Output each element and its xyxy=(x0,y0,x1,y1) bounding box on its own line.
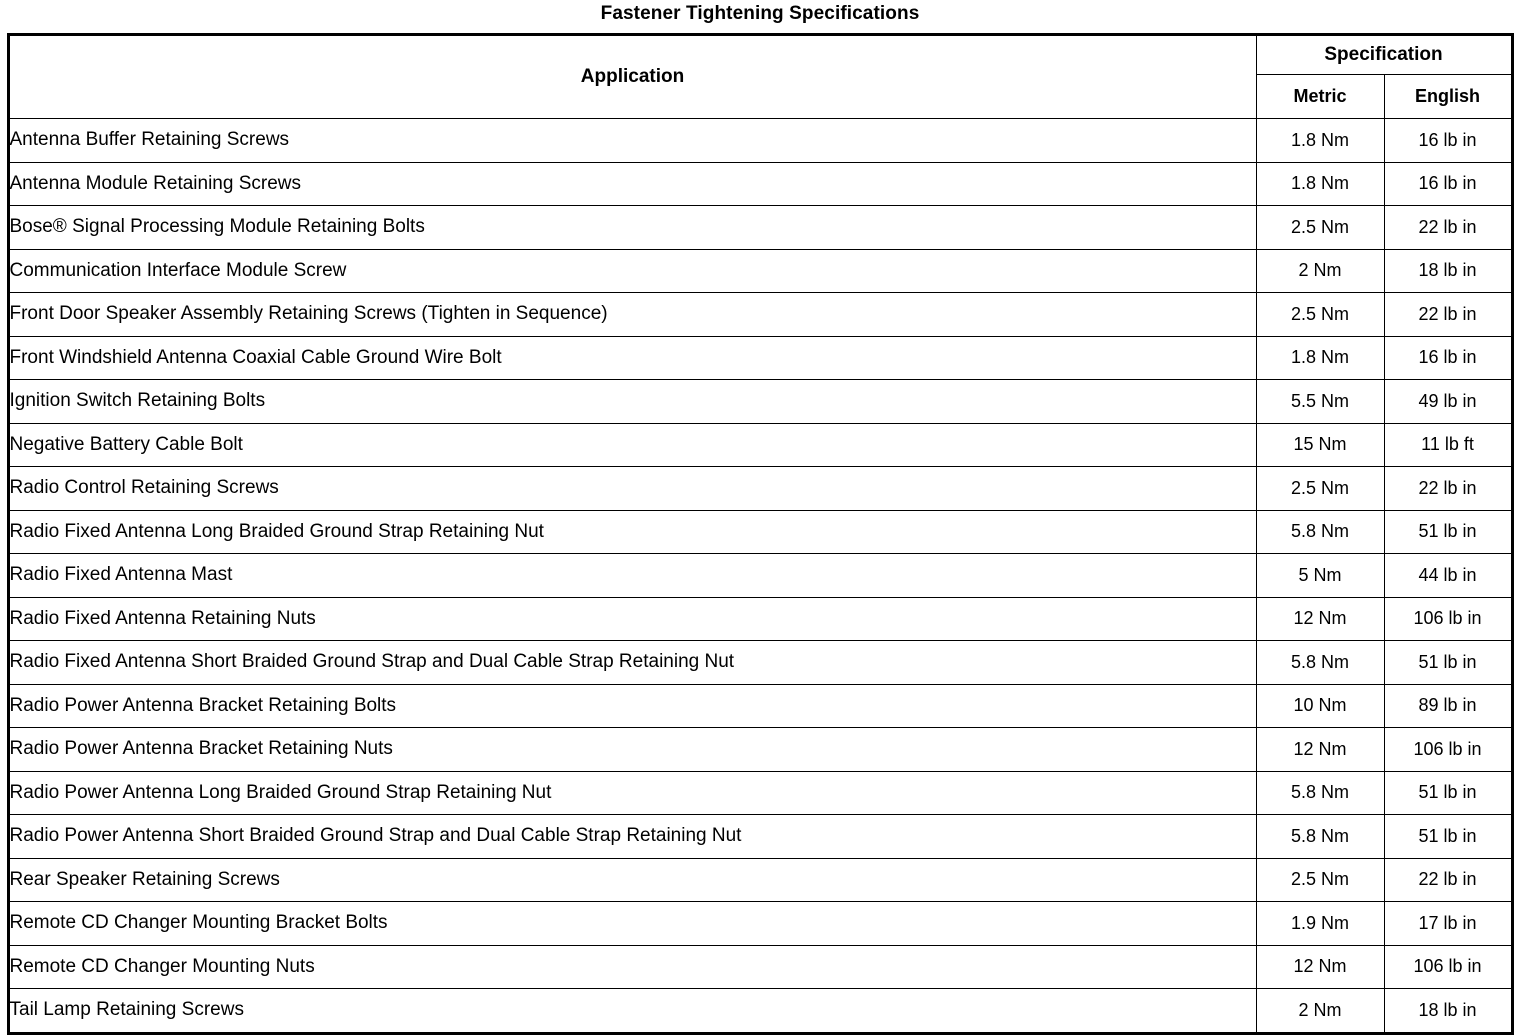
cell-english: 44 lb in xyxy=(1384,554,1512,598)
table-row xyxy=(8,641,1512,685)
cell-english: 51 lb in xyxy=(1384,771,1512,815)
cell-english: 22 lb in xyxy=(1384,293,1512,337)
cell-english: 51 lb in xyxy=(1384,510,1512,554)
cell-application: Front Door Speaker Assembly Retaining Screws (Tighten in Sequence) xyxy=(8,293,1256,337)
table-row xyxy=(8,815,1512,859)
cell-metric: 10 Nm xyxy=(1256,684,1384,728)
cell-english: 51 lb in xyxy=(1384,815,1512,859)
cell-metric: 2.5 Nm xyxy=(1256,467,1384,511)
table-row xyxy=(8,293,1512,337)
cell-application: Radio Power Antenna Short Braided Ground Strap and Dual Cable Strap Retaining Nut xyxy=(8,815,1256,859)
table-header xyxy=(8,35,1512,119)
cell-application: Radio Power Antenna Bracket Retaining Nuts xyxy=(8,728,1256,772)
page-title: Fastener Tightening Specifications xyxy=(600,3,920,24)
table-row xyxy=(8,336,1512,380)
cell-metric: 1.8 Nm xyxy=(1256,336,1384,380)
cell-english: 18 lb in xyxy=(1384,989,1512,1034)
cell-metric: 2.5 Nm xyxy=(1256,293,1384,337)
cell-metric: 2.5 Nm xyxy=(1256,206,1384,250)
table-row xyxy=(8,380,1512,424)
fastener-specifications-table xyxy=(7,33,1514,1035)
table-row xyxy=(8,162,1512,206)
cell-english: 16 lb in xyxy=(1384,119,1512,163)
cell-application: Bose® Signal Processing Module Retaining Bolts xyxy=(8,206,1256,250)
column-header-english: English xyxy=(1384,75,1512,119)
table-body xyxy=(8,119,1512,1034)
cell-metric: 5 Nm xyxy=(1256,554,1384,598)
cell-application: Radio Power Antenna Long Braided Ground Strap Retaining Nut xyxy=(8,771,1256,815)
cell-application: Ignition Switch Retaining Bolts xyxy=(8,380,1256,424)
cell-metric: 12 Nm xyxy=(1256,597,1384,641)
table-row xyxy=(8,554,1512,598)
cell-english: 22 lb in xyxy=(1384,467,1512,511)
cell-english: 106 lb in xyxy=(1384,945,1512,989)
table-row xyxy=(8,858,1512,902)
table-row xyxy=(8,597,1512,641)
cell-application: Antenna Module Retaining Screws xyxy=(8,162,1256,206)
cell-metric: 5.8 Nm xyxy=(1256,510,1384,554)
column-header-application: Application xyxy=(8,35,1256,119)
cell-metric: 12 Nm xyxy=(1256,945,1384,989)
table-row xyxy=(8,206,1512,250)
table-row xyxy=(8,728,1512,772)
cell-metric: 5.5 Nm xyxy=(1256,380,1384,424)
cell-metric: 5.8 Nm xyxy=(1256,815,1384,859)
table-row xyxy=(8,119,1512,163)
header-row-top xyxy=(8,35,1512,75)
cell-english: 49 lb in xyxy=(1384,380,1512,424)
cell-application: Radio Fixed Antenna Retaining Nuts xyxy=(8,597,1256,641)
cell-application: Remote CD Changer Mounting Nuts xyxy=(8,945,1256,989)
cell-english: 18 lb in xyxy=(1384,249,1512,293)
cell-metric: 5.8 Nm xyxy=(1256,771,1384,815)
column-header-metric: Metric xyxy=(1256,75,1384,119)
table-row xyxy=(8,510,1512,554)
table-row xyxy=(8,945,1512,989)
cell-application: Communication Interface Module Screw xyxy=(8,249,1256,293)
cell-english: 11 lb ft xyxy=(1384,423,1512,467)
cell-metric: 1.9 Nm xyxy=(1256,902,1384,946)
cell-metric: 15 Nm xyxy=(1256,423,1384,467)
cell-english: 89 lb in xyxy=(1384,684,1512,728)
cell-english: 17 lb in xyxy=(1384,902,1512,946)
cell-english: 16 lb in xyxy=(1384,336,1512,380)
cell-english: 51 lb in xyxy=(1384,641,1512,685)
cell-english: 22 lb in xyxy=(1384,206,1512,250)
cell-application: Negative Battery Cable Bolt xyxy=(8,423,1256,467)
cell-application: Tail Lamp Retaining Screws xyxy=(8,989,1256,1034)
cell-metric: 2.5 Nm xyxy=(1256,858,1384,902)
cell-application: Rear Speaker Retaining Screws xyxy=(8,858,1256,902)
table-row xyxy=(8,423,1512,467)
table-row xyxy=(8,467,1512,511)
cell-application: Radio Fixed Antenna Short Braided Ground Strap and Dual Cable Strap Retaining Nut xyxy=(8,641,1256,685)
table-row xyxy=(8,989,1512,1034)
cell-english: 22 lb in xyxy=(1384,858,1512,902)
cell-metric: 2 Nm xyxy=(1256,989,1384,1034)
cell-metric: 5.8 Nm xyxy=(1256,641,1384,685)
cell-application: Radio Power Antenna Bracket Retaining Bolts xyxy=(8,684,1256,728)
cell-metric: 2 Nm xyxy=(1256,249,1384,293)
table-row xyxy=(8,902,1512,946)
cell-english: 16 lb in xyxy=(1384,162,1512,206)
cell-application: Radio Fixed Antenna Mast xyxy=(8,554,1256,598)
cell-metric: 1.8 Nm xyxy=(1256,119,1384,163)
cell-application: Front Windshield Antenna Coaxial Cable Ground Wire Bolt xyxy=(8,336,1256,380)
cell-application: Radio Fixed Antenna Long Braided Ground Strap Retaining Nut xyxy=(8,510,1256,554)
cell-english: 106 lb in xyxy=(1384,597,1512,641)
cell-metric: 12 Nm xyxy=(1256,728,1384,772)
table-row xyxy=(8,249,1512,293)
cell-metric: 1.8 Nm xyxy=(1256,162,1384,206)
table-row xyxy=(8,684,1512,728)
cell-application: Radio Control Retaining Screws xyxy=(8,467,1256,511)
table-row xyxy=(8,771,1512,815)
cell-application: Remote CD Changer Mounting Bracket Bolts xyxy=(8,902,1256,946)
cell-english: 106 lb in xyxy=(1384,728,1512,772)
column-header-specification: Specification xyxy=(1256,35,1512,75)
cell-application: Antenna Buffer Retaining Screws xyxy=(8,119,1256,163)
